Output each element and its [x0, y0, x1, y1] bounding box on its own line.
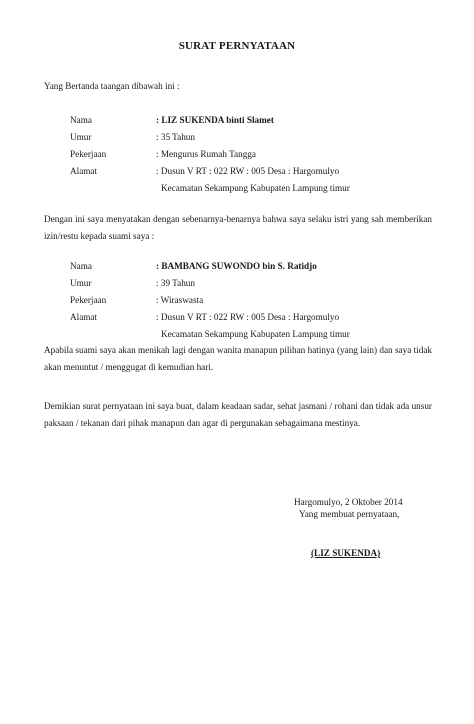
age-label: Umur	[70, 132, 92, 142]
maker-line: Yang membuat pernyataan,	[299, 509, 400, 519]
address-continuation: Kecamatan Sekampung Kabupaten Lampung timur	[161, 183, 350, 193]
job-label: Pekerjaan	[70, 295, 107, 305]
signer-name: (LIZ SUKENDA)	[311, 548, 381, 558]
statement-paragraph: Dengan ini saya menyatakan dengan sebenarnya-benarnya bahwa saya selaku istri yang sah memberikan izin/restu kepada suami saya :	[44, 214, 432, 241]
name-value: : BAMBANG SUWONDO bin S. Ratidjo	[156, 261, 317, 271]
condition-paragraph: Apabila suami saya akan menikah lagi dengan wanita manapun pilihan hatinya (yang lain) dan saya tidak akan menuntut / menggugat di kemudian hari.	[44, 345, 432, 372]
address-value: : Dusun V RT : 022 RW : 005 Desa : Hargomulyo	[156, 166, 340, 176]
age-value: : 35 Tahun	[156, 132, 195, 142]
closing-paragraph: Demikian surat pernyataan ini saya buat, dalam keadaan sadar, sehat jasmani / rohani dan tidak ada unsur paksaan / tekanan dari pihak manapun dan agar di pergunakan sebagaimana mestinya.	[44, 401, 432, 428]
address-label: Alamat	[70, 312, 98, 322]
address-value: : Dusun V RT : 022 RW : 005 Desa : Hargomulyo	[156, 312, 340, 322]
age-value: : 39 Tahun	[156, 278, 195, 288]
name-label: Nama	[70, 261, 92, 271]
address-label: Alamat	[70, 166, 98, 176]
document-title: SURAT PERNYATAAN	[178, 40, 296, 52]
opening-line: Yang Bertanda taangan dibawah ini :	[44, 81, 180, 91]
age-label: Umur	[70, 278, 92, 288]
place-date: Hargomulyo, 2 Oktober 2014	[294, 497, 403, 507]
name-value: : LIZ SUKENDA binti Slamet	[156, 115, 274, 125]
job-value: : Wiraswasta	[156, 295, 204, 305]
job-label: Pekerjaan	[70, 149, 107, 159]
job-value: : Mengurus Rumah Tangga	[156, 149, 256, 159]
address-continuation: Kecamatan Sekampung Kabupaten Lampung timur	[161, 329, 350, 339]
name-label: Nama	[70, 115, 92, 125]
